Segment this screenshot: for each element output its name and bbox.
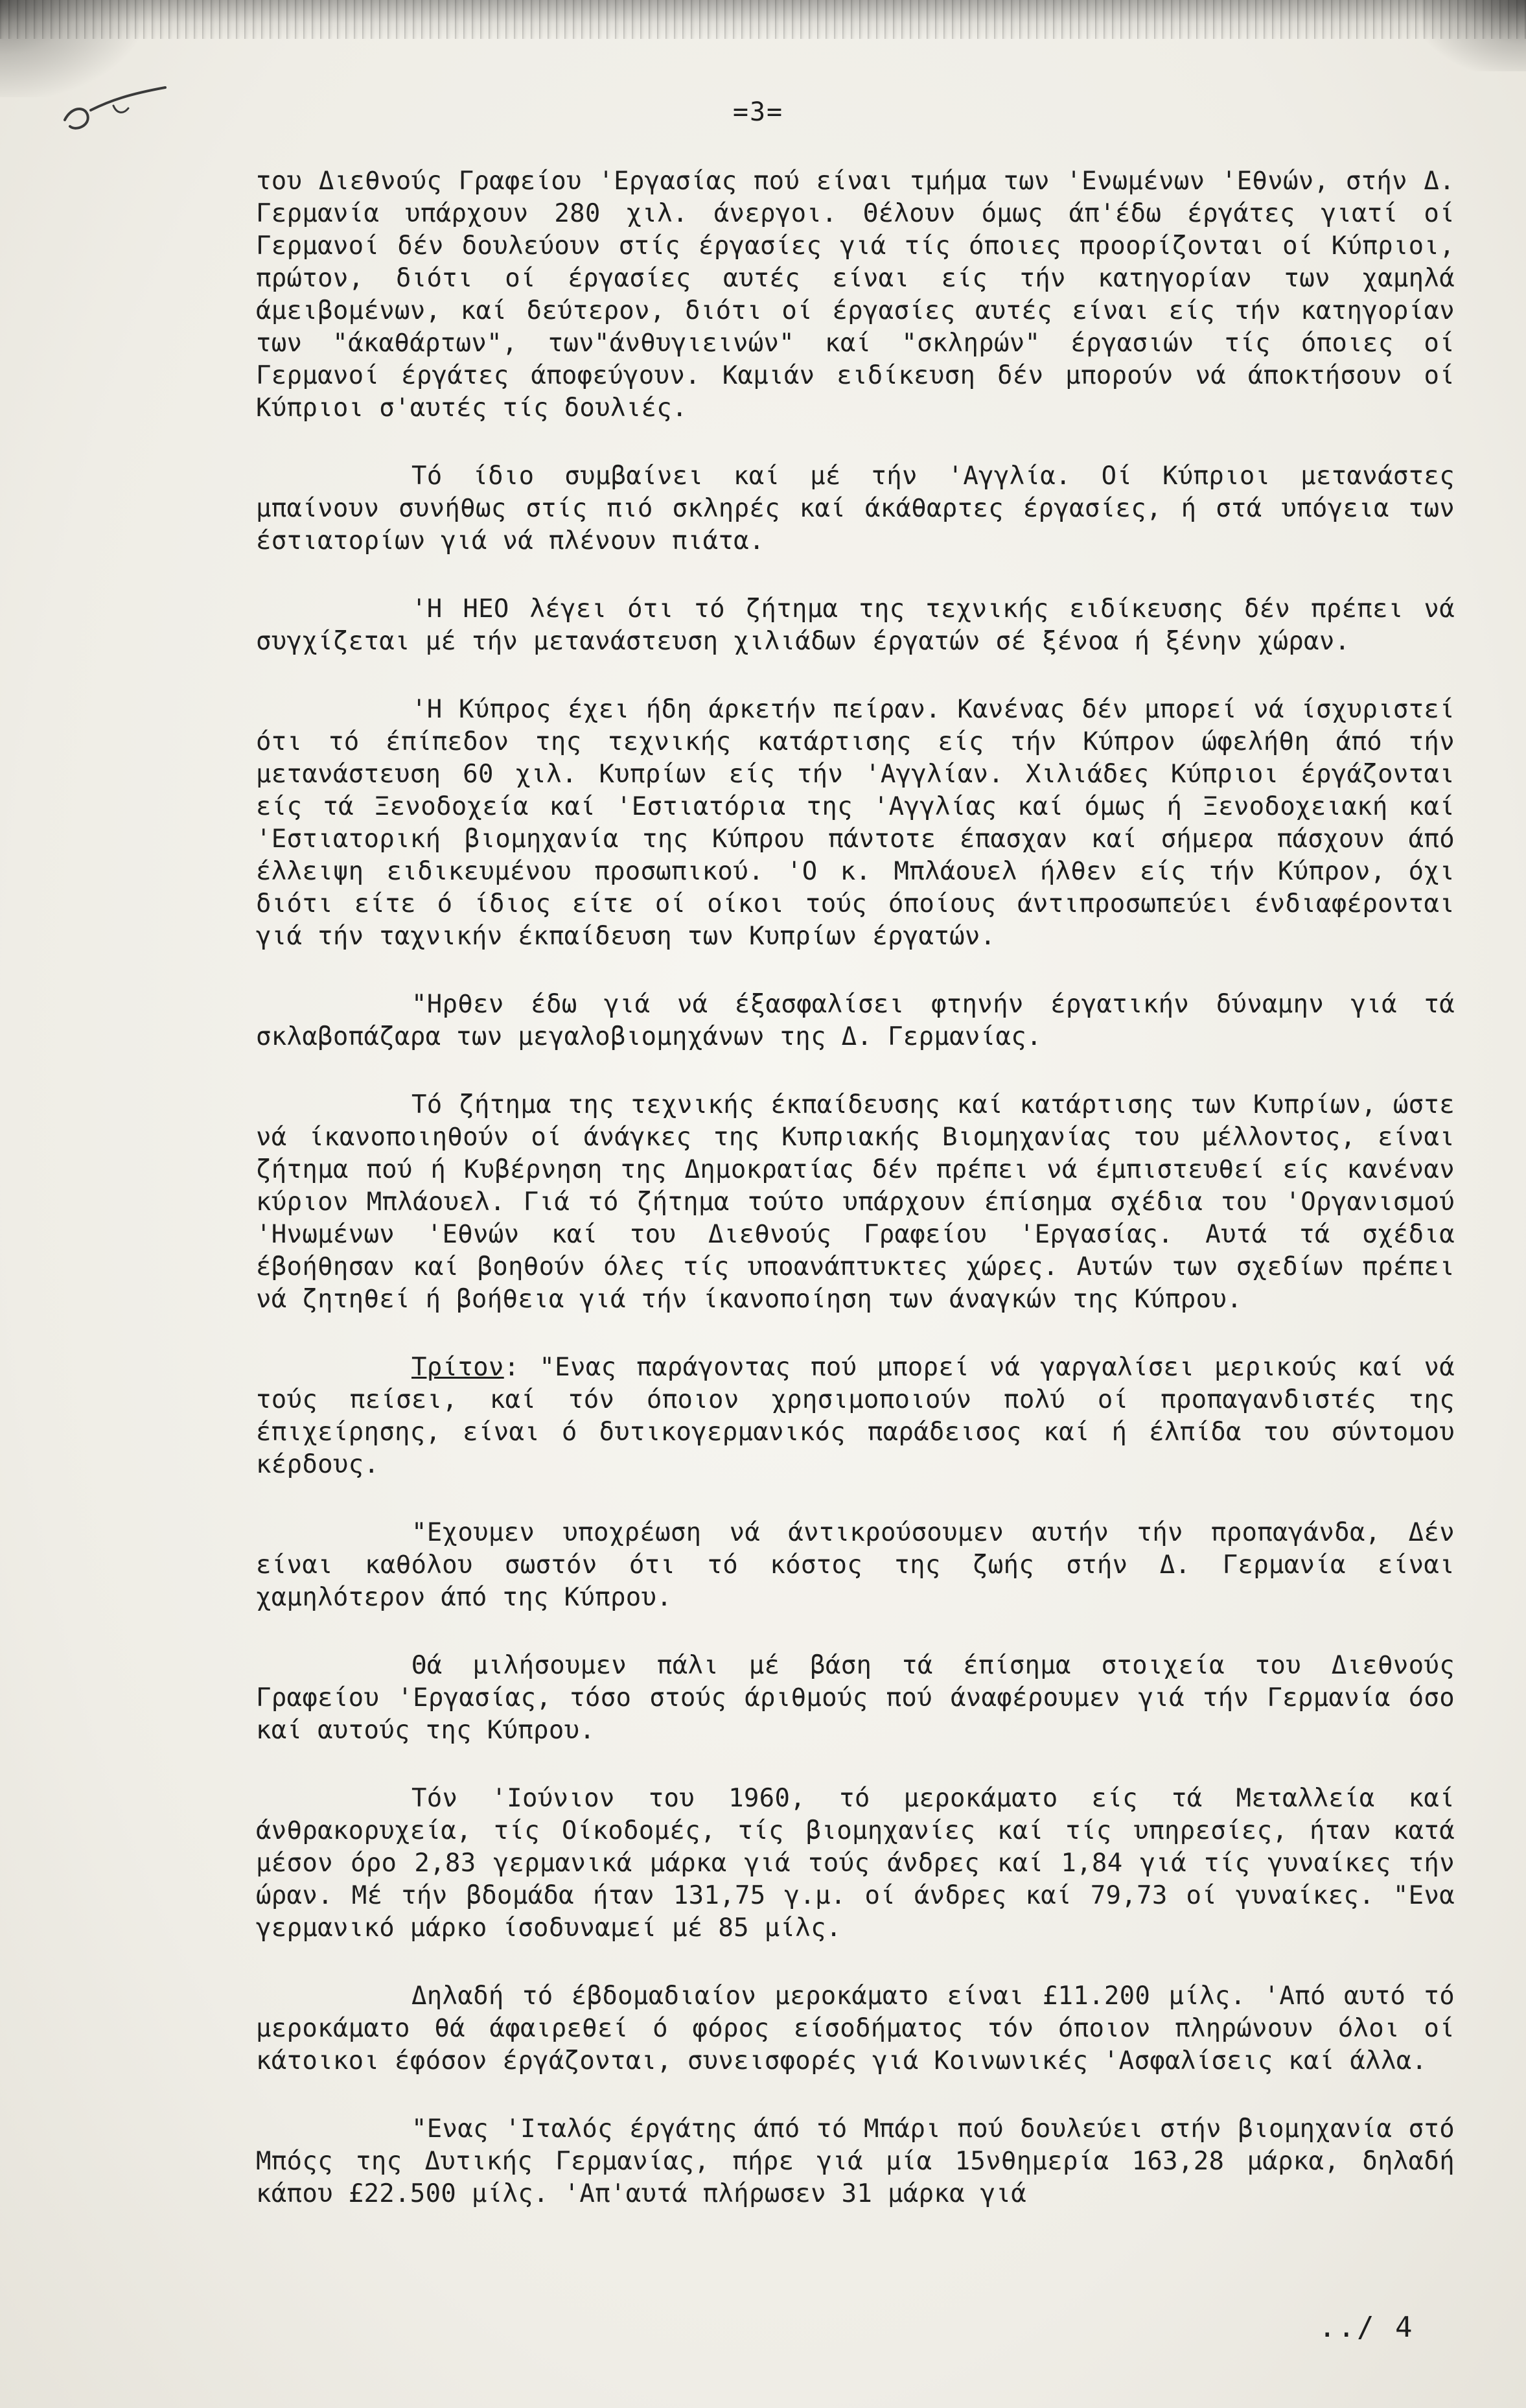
paragraph-with-heading [256, 1351, 1455, 1481]
lead-colon: : [503, 1353, 520, 1382]
paragraph: Τό ίδιο συμβαίνει καί μέ τήν 'Αγγλία. Οί Κύπριοι μετανάστες μπαίνουν συνήθως στίς πιό σκληρές καί άκάθαρτες έργασίες, ή στά υπόγεια των έστιατορίων γιά νά πλένουν πιάτα. [256, 462, 1455, 555]
paragraph: Τό ζήτημα της τεχνικής έκπαίδευσης καί κατάρτισης των Κυπρίων, ώστε νά ίκανοποιηθούν οί άνάγκες της Κυπριακής Βιομηχανίας του μέλλοντος, είναι ζήτημα πού ή Κυβέρνηση της Δημοκρατίας δέν πρέπει νά έμπιστευθεί είς κανέναν κύριον Μπλάουελ. Γιά τό ζήτημα τούτο υπάρχουν έπίσημα σχέδια του 'Οργανισμού 'Ηνωμένων 'Εθνών καί του Διεθνούς Γραφείου 'Εργασίας. Αυτά τά σχέδια έβοήθησαν καί βοηθούν όλες τίς υποανάπτυκτες χώρες. Αυτών των σχεδίων πρέπει νά ζητηθεί ή βοήθεια γιά τήν ίκανοποίηση των άναγκών της Κύπρου. [256, 1090, 1455, 1314]
paragraph: Θά μιλήσουμεν πάλι μέ βάση τά έπίσημα στοιχεία του Διεθνούς Γραφείου 'Εργασίας, τόσο στούς άριθμούς πού άναφέρουμεν γιά τήν Γερμανία όσο καί αυτούς της Κύπρου. [256, 1651, 1455, 1745]
paragraph: 'Η ΗΕΟ λέγει ότι τό ζήτημα της τεχνικής ειδίκευσης δέν πρέπει νά συγχίζεται μέ τήν μετανάστευση χιλιάδων έργατών σέ ξένοα ή ξένην χώραν. [256, 594, 1455, 656]
paragraph: "Ενας 'Ιταλός έργάτης άπό τό Μπάρι πού δουλεύει στήν βιομηχανία στό Μπόςς της Δυτικής Γερμανίας, πήρε γιά μία 15νθημερία 163,28 μάρκα, δηλαδή κάπου £22.500 μίλς. 'Απ'αυτά πλήρωσεν 31 μάρκα γιά [256, 2114, 1455, 2208]
paragraph: "Ηρθεν έδω γιά νά έξασφαλίσει φτηνήν έργατικήν δύναμην γιά τά σκλαβοπάζαρα των μεγαλοβιομηχάνων της Δ. Γερμανίας. [256, 990, 1455, 1051]
paragraph: Τόν 'Ιούνιον του 1960, τό μεροκάματο είς τά Μεταλλεία καί άνθρακορυχεία, τίς Οίκοδομές, τίς βιομηχανίες καί τίς υπηρεσίες, ήταν κατά μέσον όρο 2,83 γερμανικά μάρκα γιά τούς άνδρες καί 1,84 γιά τίς γυναίκες τήν ώραν. Μέ τήν βδομάδα ήταν 131,75 γ.μ. οί άνδρες καί 79,73 οί γυναίκες. "Ενα γερμανικό μάρκο ίσοδυναμεί μέ 85 μίλς. [256, 1784, 1455, 1943]
underlined-lead-word: Τρίτον [411, 1353, 504, 1382]
page-number: =3= [732, 97, 784, 127]
paragraph: Δηλαδή τό έβδομαδιαίον μεροκάματο είναι £11.200 μίλς. 'Από αυτό τό μεροκάματο θά άφαιρεθεί ό φόρος είσοδήματος τόν όποιον πληρώνουν όλοι οί κάτοικοι έφόσον έργάζονται, συνεισφορές γιά Κοινωνικές 'Ασφαλίσεις καί άλλα. [256, 1981, 1455, 2075]
paragraph: "Εχουμεν υποχρέωση νά άντικρούσουμεν αυτήν τήν προπαγάνδα, Δέν είναι καθόλου σωστόν ότι τό κόστος της ζωής στήν Δ. Γερμανία είναι χαμηλότερον άπό της Κύπρου. [256, 1518, 1455, 1612]
handwritten-mark-icon [52, 75, 181, 152]
continuation-marker: ../ 4 [1319, 2311, 1415, 2344]
paragraph: του Διεθνούς Γραφείου 'Εργασίας πού είναι τμήμα των 'Ενωμένων 'Εθνών, στήν Δ. Γερμανία υπάρχουν 280 χιλ. άνεργοι. Θέλουν όμως άπ'έδω έργάτες γιατί οί Γερμανοί δέν δουλεύουν στίς έργασίες γιά τίς όποιες προορίζονται οί Κύπριοι, πρώτον, διότι οί έργασίες αυτές είναι είς τήν κατηγορίαν των χαμηλά άμειβομένων, καί δεύτερον, διότι οί έργασίες αυτές είναι είς τήν κατηγορίαν των "άκαθάρτων", των"άνθυγιεινών" καί "σκληρών" έργασιών τίς όποιες οί Γερμανοί έργάτες άποφεύγουν. Καμιάν ειδίκευση δέν μπορούν νά άποκτήσουν οί Κύπριοι σ'αυτές τίς δουλιές. [256, 167, 1455, 423]
document-body [256, 165, 1455, 2246]
scan-edge-noise [0, 0, 1526, 39]
scan-corner-smudge-right [1422, 0, 1526, 71]
paragraph: 'Η Κύπρος έχει ήδη άρκετήν πείραν. Κανένας δέν μπορεί νά ίσχυριστεί ότι τό έπίπεδον της τεχνικής κατάρτισης είς τήν Κύπρον ώφελήθη άπό τήν μετανάστευση 60 χιλ. Κυπρίων είς τήν 'Αγγλίαν. Χιλιάδες Κύπριοι έργάζονται είς τά Ξενοδοχεία καί 'Εστιατόρια της 'Αγγλίας καί όμως ή Ξενοδοχειακή καί 'Εστιατορική βιομηχανία της Κύπρου πάντοτε έπασχαν καί σήμερα πάσχουν άπό έλλειψη ειδικευμένου προσωπικού. 'Ο κ. Μπλάουελ ήλθεν είς τήν Κύπρον, όχι διότι είτε ό ίδιος είτε οί οίκοι τούς όποίους άντιπροσωπεύει ένδιαφέρονται γιά τήν ταχνικήν έκπαίδευση των Κυπρίων έργατών. [256, 695, 1455, 951]
paragraph-text: "Ενας παράγοντας πού μπορεί νά γαργαλίσει μερικούς καί νά τούς πείσει, καί τόν όποιον χρησιμοποιούν πολύ οί προπαγανδιστές της έπιχείρησης, είναι ό δυτικογερμανικός παράδεισος καί ή έλπίδα του σύντομου κέρδους. [256, 1353, 1455, 1479]
